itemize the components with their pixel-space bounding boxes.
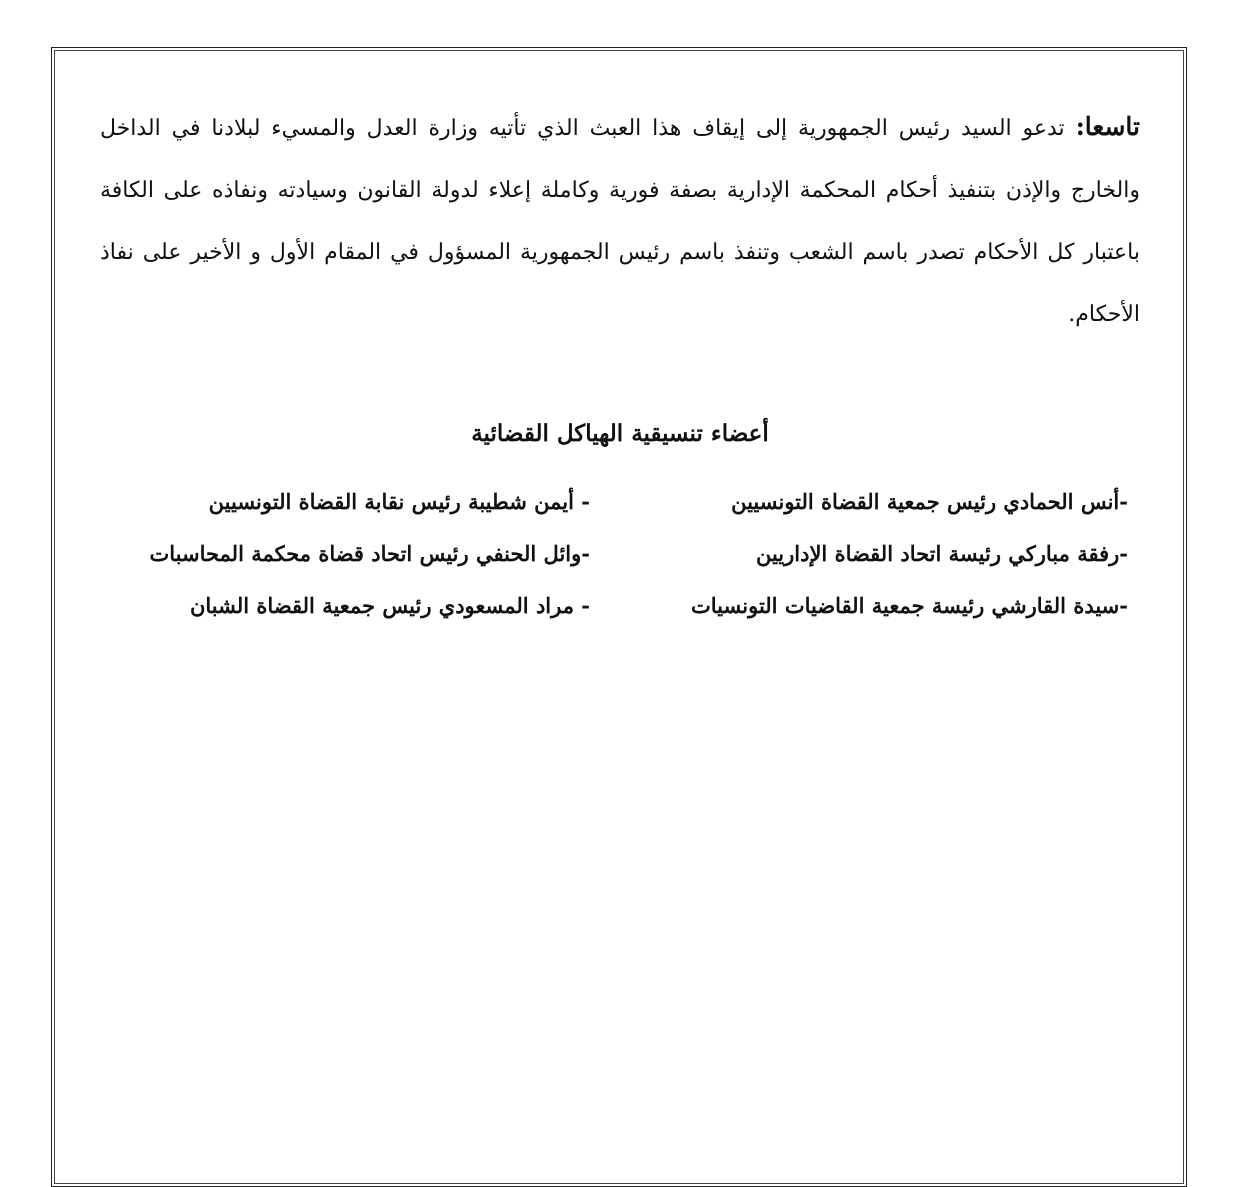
member-item: - مراد المسعودي رئيس جمعية القضاة الشبان — [189, 593, 590, 618]
document-body — [100, 96, 1140, 346]
members-list — [60, 482, 1140, 626]
member-item: -سيدة القارشي رئيسة جمعية القاضيات التونسيات — [691, 593, 1128, 618]
paragraph-text: تدعو السيد رئيس الجمهورية إلى إيقاف هذا العبث الذي تأتيه وزارة العدل والمسيء لبلادنا في الداخل والخارج والإذن بتنفيذ أحكام المحكمة الإدارية بصفة فورية وكاملة إعلاء لدولة القانون وسيادته ونفاذه على الكافة باعتبار كل الأحكام تصدر باسم الشعب وتنفذ باسم رئيس الجمهورية المسؤول في المقام الأول و الأخير على نفاذ الأحكام. — [100, 116, 1140, 327]
member-item: -رفقة مباركي رئيسة اتحاد القضاة الإداريين — [755, 541, 1128, 566]
member-item: -أنس الحمادي رئيس جمعية القضاة التونسيين — [731, 489, 1128, 514]
paragraph-lead: تاسعا: — [1075, 112, 1140, 141]
member-item: - أيمن شطيبة رئيس نقابة القضاة التونسيين — [208, 489, 590, 514]
statement-paragraph — [100, 96, 1140, 346]
member-item: -وائل الحنفي رئيس اتحاد قضاة محكمة المحاسبات — [149, 541, 590, 566]
section-title: أعضاء تنسيقية الهياكل القضائية — [471, 420, 769, 447]
